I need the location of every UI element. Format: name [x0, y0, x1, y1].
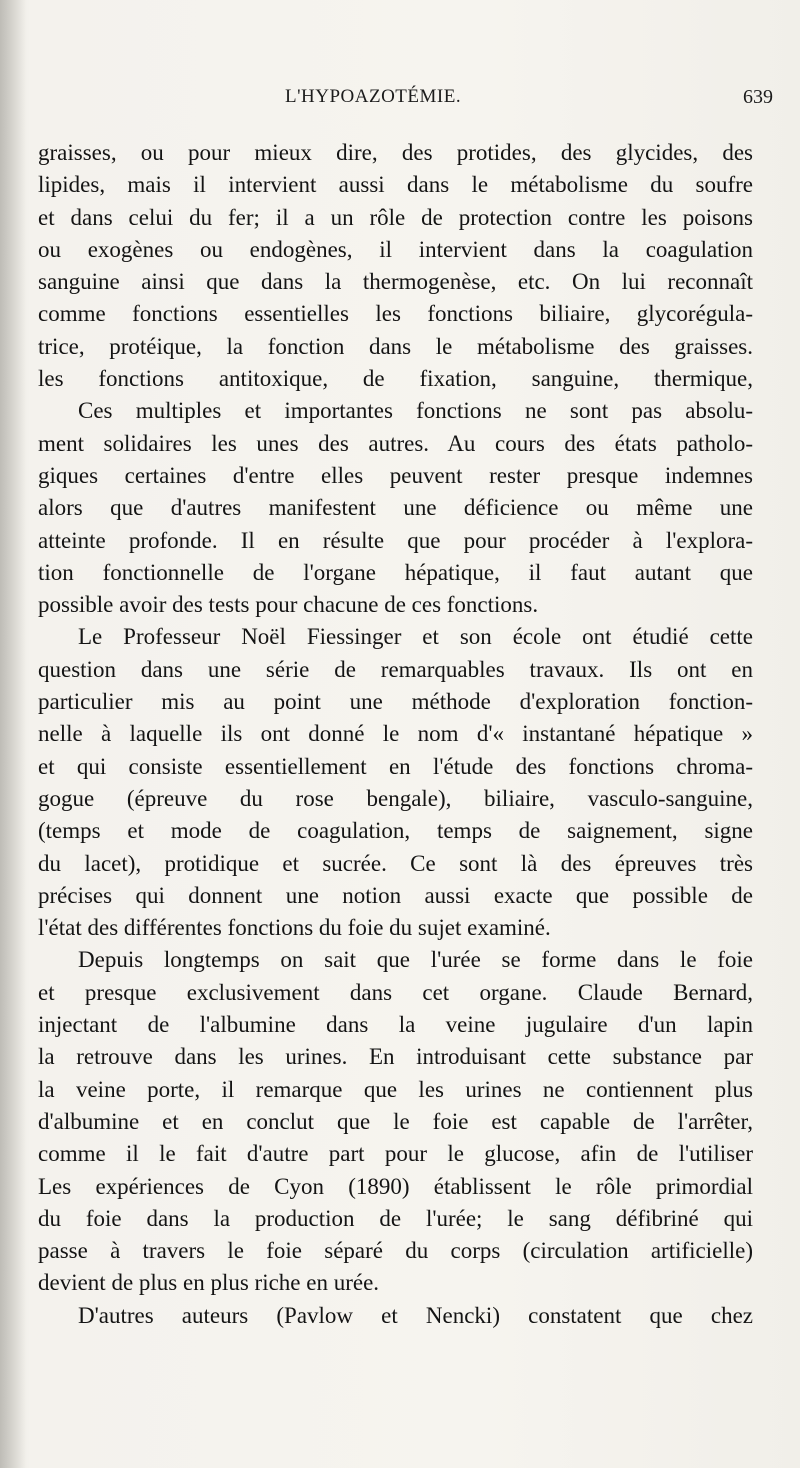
- page-number: 639: [743, 86, 773, 108]
- text-line: gogue (épreuve du rose bengale), biliaire, vasculo-sanguine,: [38, 785, 753, 811]
- text-line: nelle à laquelle ils ont donné le nom d'« instantané hépatique »: [38, 721, 753, 747]
- text-line: devient de plus en plus riche en urée.: [38, 1270, 380, 1296]
- text-line: sanguine ainsi que dans la thermogenèse, etc. On lui reconnaît: [38, 269, 753, 295]
- text-line: ment solidaires les unes des autres. Au cours des états patholo-: [38, 430, 753, 456]
- text-line: D'autres auteurs (Pavlow et Nencki) constatent que chez: [78, 1302, 753, 1328]
- text-line: du foie dans la production de l'urée; le sang défibriné qui: [38, 1205, 753, 1231]
- text-line: graisses, ou pour mieux dire, des protides, des glycides, des: [38, 140, 753, 165]
- text-line: Depuis longtemps on sait que l'urée se forme dans le foie: [78, 947, 753, 973]
- running-title: L'HYPOAZOTÉMIE.: [285, 86, 462, 107]
- text-line: atteinte profonde. Il en résulte que pour procéder à l'explora-: [38, 527, 753, 553]
- text-line: alors que d'autres manifestent une déficience ou même une: [38, 495, 753, 521]
- page-edge-shadow: [0, 0, 26, 1468]
- text-line: comme fonctions essentielles les fonctions biliaire, glycorégula-: [38, 301, 753, 327]
- text-line: comme il le fait d'autre part pour le glucose, afin de l'utiliser: [38, 1141, 753, 1167]
- text-line: tion fonctionnelle de l'organe hépatique, il faut autant que: [38, 559, 753, 585]
- text-line: giques certaines d'entre elles peuvent rester presque indemnes: [38, 462, 753, 488]
- text-line: (temps et mode de coagulation, temps de saignement, signe: [38, 818, 753, 844]
- text-line: injectant de l'albumine dans la veine jugulaire d'un lapin: [38, 1012, 753, 1038]
- text-line: d'albumine et en conclut que le foie est capable de l'arrêter,: [38, 1108, 753, 1134]
- text-line: possible avoir des tests pour chacune de ces fonctions.: [38, 592, 539, 618]
- text-line: précises qui donnent une notion aussi exacte que possible de: [38, 882, 753, 908]
- text-line: la retrouve dans les urines. En introduisant cette substance par: [38, 1044, 753, 1070]
- text-line: et dans celui du fer; il a un rôle de protection contre les poisons: [38, 204, 753, 230]
- text-line: l'état des différentes fonctions du foie du sujet examiné.: [38, 915, 551, 941]
- text-line: particulier mis au point une méthode d'exploration fonction-: [38, 689, 753, 715]
- text-line: lipides, mais il intervient aussi dans le métabolisme du soufre: [38, 172, 753, 198]
- text-line: la veine porte, il remarque que les urines ne contiennent plus: [38, 1076, 753, 1102]
- text-line: passe à travers le foie séparé du corps (circulation artificielle): [38, 1238, 753, 1264]
- text-line: Le Professeur Noël Fiessinger et son école ont étudié cette: [78, 624, 753, 650]
- body-text: [38, 137, 753, 1332]
- text-line: trice, protéique, la fonction dans le métabolisme des graisses.: [38, 333, 753, 359]
- text-line: Les expériences de Cyon (1890) établissent le rôle primordial: [38, 1173, 753, 1199]
- text-line: du lacet), protidique et sucrée. Ce sont là des épreuves très: [38, 850, 753, 876]
- text-line: les fonctions antitoxique, de fixation, sanguine, thermique,: [38, 366, 753, 392]
- running-header: [0, 86, 800, 116]
- text-line: ou exogènes ou endogènes, il intervient dans la coagulation: [38, 236, 753, 262]
- text-line: Ces multiples et importantes fonctions ne sont pas absolu-: [78, 398, 753, 424]
- text-line: question dans une série de remarquables travaux. Ils ont en: [38, 656, 753, 682]
- text-line: et qui consiste essentiellement en l'étude des fonctions chroma-: [38, 753, 753, 779]
- text-line: et presque exclusivement dans cet organe. Claude Bernard,: [38, 979, 753, 1005]
